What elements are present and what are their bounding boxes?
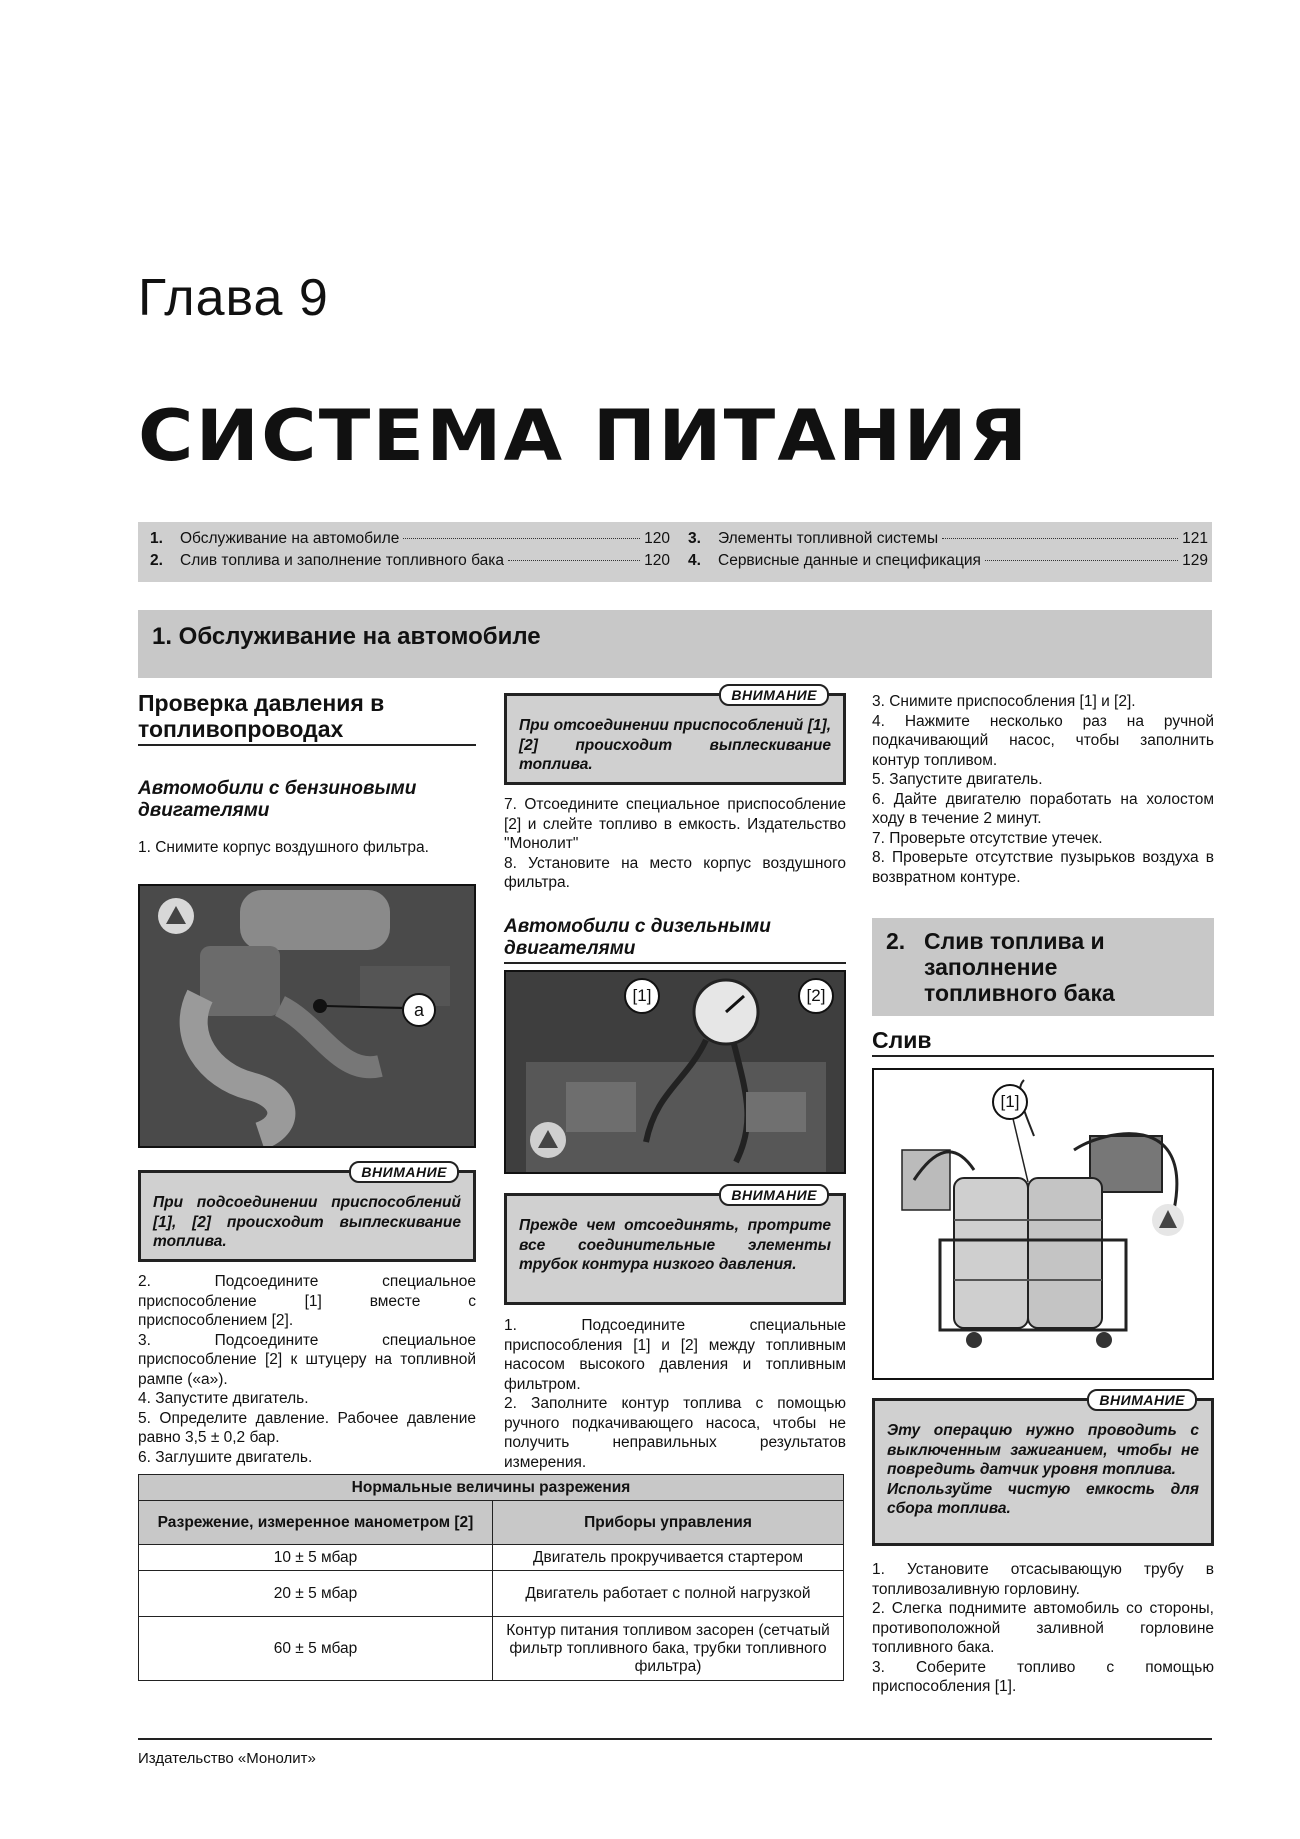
col2-steps-bottom: [504, 1316, 846, 1472]
warning-box-ignition: [872, 1392, 1214, 1546]
warning-box-clean: [504, 1187, 846, 1305]
vacuum-table: [138, 1474, 844, 1681]
drain-illustration-graphic: [874, 1070, 1212, 1378]
toc-leader: [508, 560, 640, 561]
pressure-check-heading: Проверка давления в топливопроводах: [138, 690, 476, 746]
table-cell-desc: Двигатель прокручивается стартером: [493, 1545, 844, 1571]
drain-illustration: [872, 1068, 1214, 1380]
warning-label: ВНИМАНИЕ: [1087, 1389, 1197, 1411]
warning-label: ВНИМАНИЕ: [349, 1161, 459, 1183]
col1-step-1: 1. Снимите корпус воздушного фильтра.: [138, 839, 429, 856]
callout-a: a: [402, 993, 436, 1027]
toc-item-page: 129: [1182, 552, 1208, 569]
toc-item-number: 1.: [150, 530, 163, 547]
toc-leader: [942, 538, 1178, 539]
table-row: [139, 1571, 844, 1617]
toc-item-number: 2.: [150, 552, 163, 569]
table-row: [139, 1545, 844, 1571]
engine-photo-petrol: [138, 884, 476, 1148]
table-row: [139, 1617, 844, 1681]
toc-leader: [985, 560, 1178, 561]
col3-step: 2. Слегка поднимите автомобиль со стороны, противоположной заливной горловине топливного бака.: [872, 1600, 1214, 1656]
toc-item[interactable]: [688, 530, 1208, 552]
toc-item-text: Обслуживание на автомобиле: [180, 530, 400, 547]
col1-step: 2. Подсоедините специальное приспособление [1] вместе с приспособлением [2].: [138, 1273, 476, 1329]
warning-box-connect: [138, 1164, 476, 1262]
col3-step: 5. Запустите двигатель.: [872, 771, 1043, 788]
toc-item-page: 120: [644, 552, 670, 569]
table-header-value: Разрежение, измеренное манометром [2]: [139, 1501, 493, 1545]
table-cell-value: 20 ± 5 мбар: [139, 1571, 493, 1617]
table-title: Нормальные величины разрежения: [139, 1475, 844, 1501]
col3-step: 3. Соберите топливо с помощью приспособления [1].: [872, 1658, 1214, 1695]
toc-item-page: 121: [1182, 530, 1208, 547]
toc-item[interactable]: [150, 530, 670, 552]
toc-item-text: Элементы топливной системы: [718, 530, 939, 547]
toc-column-right: [688, 530, 1208, 574]
toc-item-number: 4.: [688, 552, 701, 569]
toc-item-page: 120: [644, 530, 670, 547]
col2-step: 1. Подсоедините специальные приспособления [1] и [2] между топливным насосом высокого давления и топливным фильтром.: [504, 1317, 846, 1393]
col2-step: 2. Заполните контур топлива с помощью ручного подкачивающего насоса, чтобы не получить неправильных результатов измерения.: [504, 1395, 846, 1471]
col3-step: 8. Проверьте отсутствие пузырьков воздуха в возвратном контуре.: [872, 849, 1214, 886]
section-1-title: 1. Обслуживание на автомобиле: [152, 623, 541, 650]
table-cell-value: 60 ± 5 мбар: [139, 1617, 493, 1681]
vacuum-table-grid: [138, 1474, 844, 1681]
col2-step: 8. Установите на место корпус воздушного фильтра.: [504, 854, 846, 891]
drain-heading: Слив: [872, 1027, 1214, 1057]
footer-publisher: Издательство «Монолит»: [138, 1750, 316, 1767]
petrol-engines-subheading: Автомобили с бензиновыми двигателями: [138, 778, 417, 821]
col2-step: 7. Отсоедините специальное приспособление [2] и слейте топливо в емкость. Издательство "Монолит": [504, 796, 846, 852]
warning-text: Используйте чистую емкость для сбора топлива.: [887, 1480, 1199, 1517]
engine-photo-diesel: [504, 970, 846, 1174]
chapter-label: Глава 9: [138, 269, 329, 327]
warning-label: ВНИМАНИЕ: [719, 684, 829, 706]
table-cell-value: 10 ± 5 мбар: [139, 1545, 493, 1571]
warning-text: Эту операцию нужно проводить с выключенным зажиганием, чтобы не повредить датчик уровня топлива.: [887, 1422, 1199, 1478]
col1-step: 4. Запустите двигатель.: [138, 1390, 309, 1407]
col3-step: 4. Нажмите несколько раз на ручной подкачивающий насос, чтобы заполнить контур топливом.: [872, 712, 1214, 769]
table-cell-desc: Контур питания топливом засорен (сетчатый фильтр топливного бака, трубки топливного фильтра): [493, 1617, 844, 1681]
toc-item-text: Слив топлива и заполнение топливного бака: [180, 552, 504, 569]
col1-step: 3. Подсоедините специальное приспособление [2] к штуцеру на топливной рампе («а»).: [138, 1331, 476, 1388]
toc-item[interactable]: [150, 552, 670, 574]
col3-step: 7. Проверьте отсутствие утечек.: [872, 829, 1103, 847]
table-cell-desc: Двигатель работает с полной нагрузкой: [493, 1571, 844, 1617]
section-2-title: Слив топлива и заполнение топливного бака: [924, 928, 1115, 1006]
col3-step: 1. Установите отсасывающую трубу в топливозаливную горловину.: [872, 1561, 1214, 1598]
table-of-contents: [138, 522, 1212, 582]
col3-steps: [872, 692, 1214, 887]
warning-text: Прежде чем отсоединять, протрите все соединительные элементы трубок контура низкого давления.: [519, 1217, 831, 1273]
illustration-label-1: [1]: [992, 1084, 1028, 1120]
col1-steps: [138, 1272, 476, 1467]
toc-item[interactable]: [688, 552, 1208, 574]
footer-divider: [138, 1738, 1212, 1740]
warning-text: При отсоединении приспособлений [1], [2] происходит выплескивание топлива.: [519, 717, 831, 773]
chapter-title: СИСТЕМА ПИТАНИЯ: [138, 395, 1030, 477]
col3-step: 6. Дайте двигателю поработать на холостом ходу в течение 2 минут.: [872, 790, 1214, 827]
warning-box-disconnect: [504, 687, 846, 785]
table-header-desc: Приборы управления: [493, 1501, 844, 1545]
col1-step: 6. Заглушите двигатель.: [138, 1448, 313, 1466]
warning-text: При подсоединении приспособлений [1], [2] происходит выплескивание топлива.: [153, 1194, 461, 1250]
col3-steps-2: [872, 1560, 1214, 1697]
col3-step: 3. Снимите приспособления [1] и [2].: [872, 693, 1136, 710]
section-2-bar: [872, 918, 1214, 1016]
toc-item-text: Сервисные данные и спецификация: [718, 552, 981, 569]
photo-label-2: [2]: [798, 978, 834, 1014]
photo-label-1: [1]: [624, 978, 660, 1014]
warning-label: ВНИМАНИЕ: [719, 1184, 829, 1206]
toc-item-number: 3.: [688, 530, 701, 547]
col1-step: 5. Определите давление. Рабочее давление равно 3,5 ± 0,2 бар.: [138, 1409, 476, 1446]
diesel-engines-subheading: Автомобили с дизельными двигателями: [504, 916, 846, 964]
toc-column-left: [150, 530, 670, 574]
section-2-number: 2.: [886, 928, 906, 954]
toc-leader: [403, 538, 640, 539]
engine-photo-diesel-graphic: [506, 972, 844, 1172]
col2-steps-top: [504, 795, 846, 893]
